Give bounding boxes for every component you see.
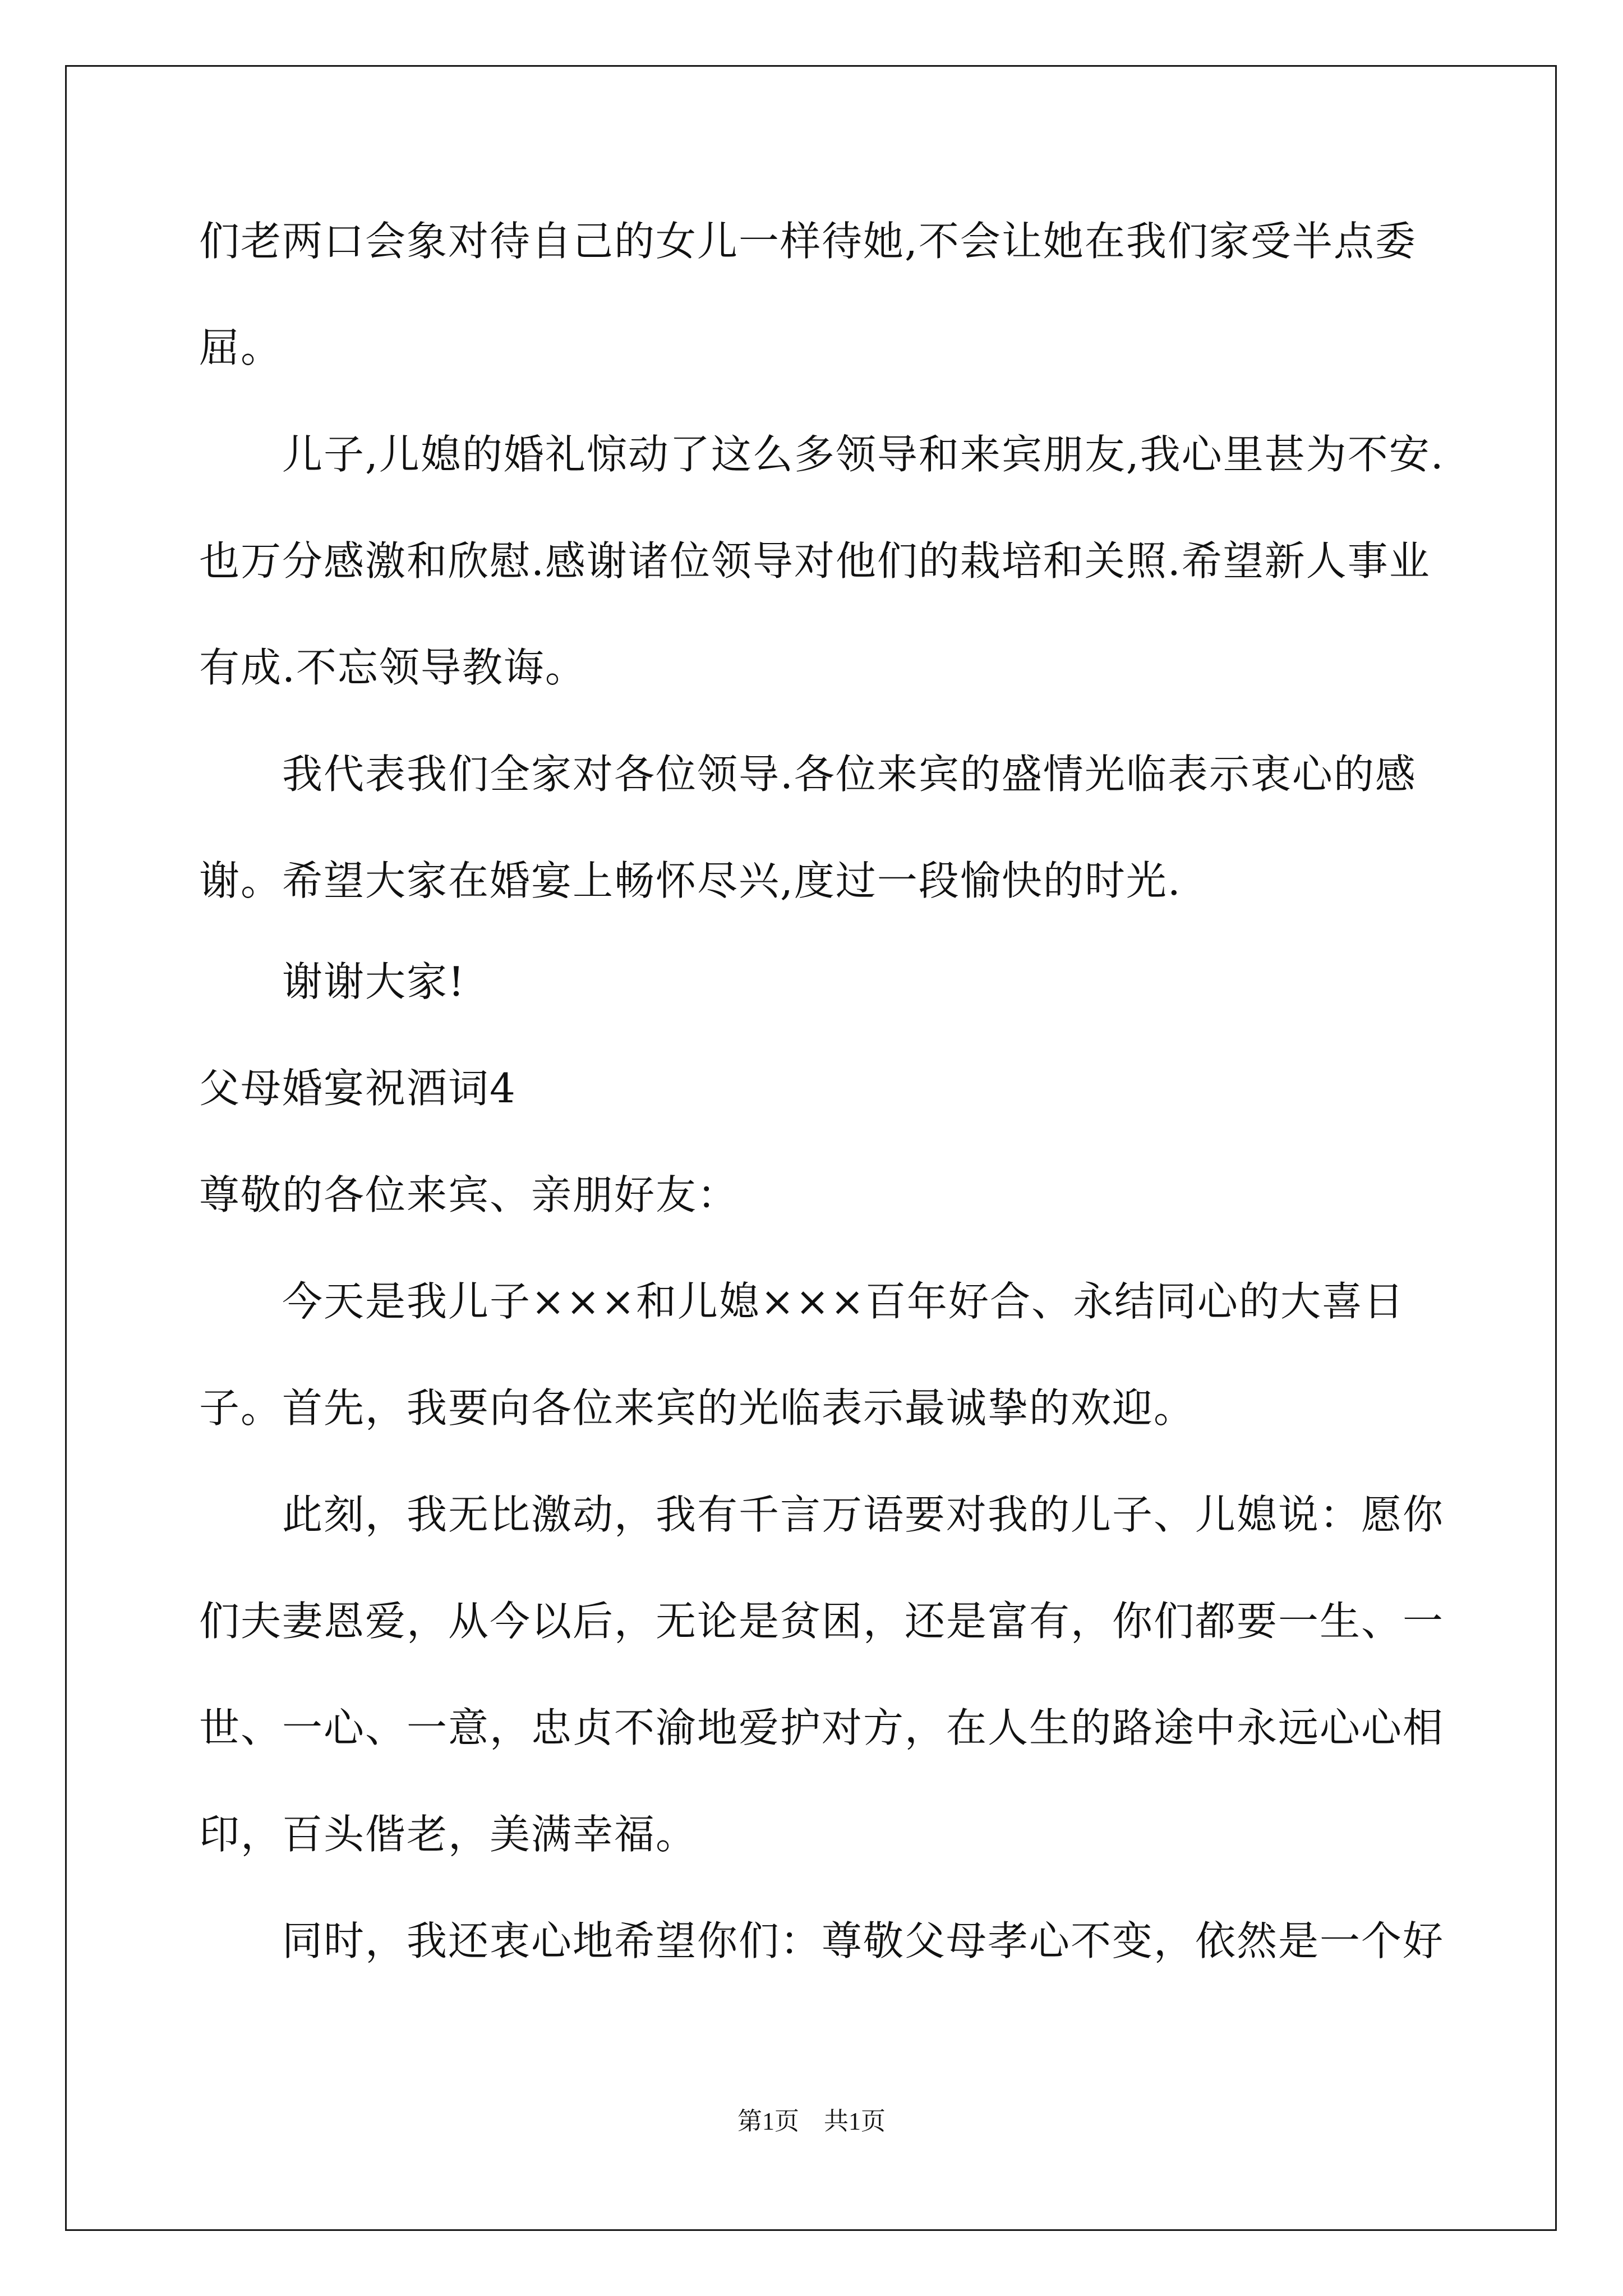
body-line: 屈。 xyxy=(199,324,283,371)
body-line: 们老两口会象对待自己的女儿一样待她,不会让她在我们家受半点委 xyxy=(199,218,1417,265)
body-line: 也万分感激和欣慰.感谢诸位领导对他们的栽培和关照.希望新人事业 xyxy=(199,537,1431,585)
body-line: 们夫妻恩爱，从今以后，无论是贫困，还是富有，你们都要一生、一 xyxy=(199,1598,1445,1645)
page-number: 第1页 共1页 xyxy=(737,2108,886,2135)
body-line: 世、一心、一意，忠贞不渝地爱护对方，在人生的路途中永远心心相 xyxy=(199,1704,1445,1751)
body-line: 谢谢大家! xyxy=(282,958,465,1005)
body-line: 谢。希望大家在婚宴上畅怀尽兴,度过一段愉快的时光. xyxy=(199,857,1182,904)
body-line: 我代表我们全家对各位领导.各位来宾的盛情光临表示衷心的感 xyxy=(282,751,1417,798)
body-line: 今天是我儿子×××和儿媳×××百年好合、永结同心的大喜日 xyxy=(282,1278,1405,1325)
body-line: 有成.不忘领导教诲。 xyxy=(199,644,587,691)
salutation: 尊敬的各位来宾、亲朋好友： xyxy=(199,1171,739,1218)
body-line: 此刻，我无比激动，我有千言万语要对我的儿子、儿媳说：愿你 xyxy=(282,1491,1445,1538)
body-line: 印，百头偕老，美满幸福。 xyxy=(199,1811,698,1858)
page-border xyxy=(65,65,1557,2231)
body-line: 同时，我还衷心地希望你们：尊敬父母孝心不变，依然是一个好 xyxy=(282,1917,1445,1964)
section-heading: 父母婚宴祝酒词4 xyxy=(199,1065,517,1112)
body-line: 儿子,儿媳的婚礼惊动了这么多领导和来宾朋友,我心里甚为不安. xyxy=(282,431,1445,478)
body-line: 子。首先，我要向各位来宾的光临表示最诚挚的欢迎。 xyxy=(199,1384,1196,1432)
